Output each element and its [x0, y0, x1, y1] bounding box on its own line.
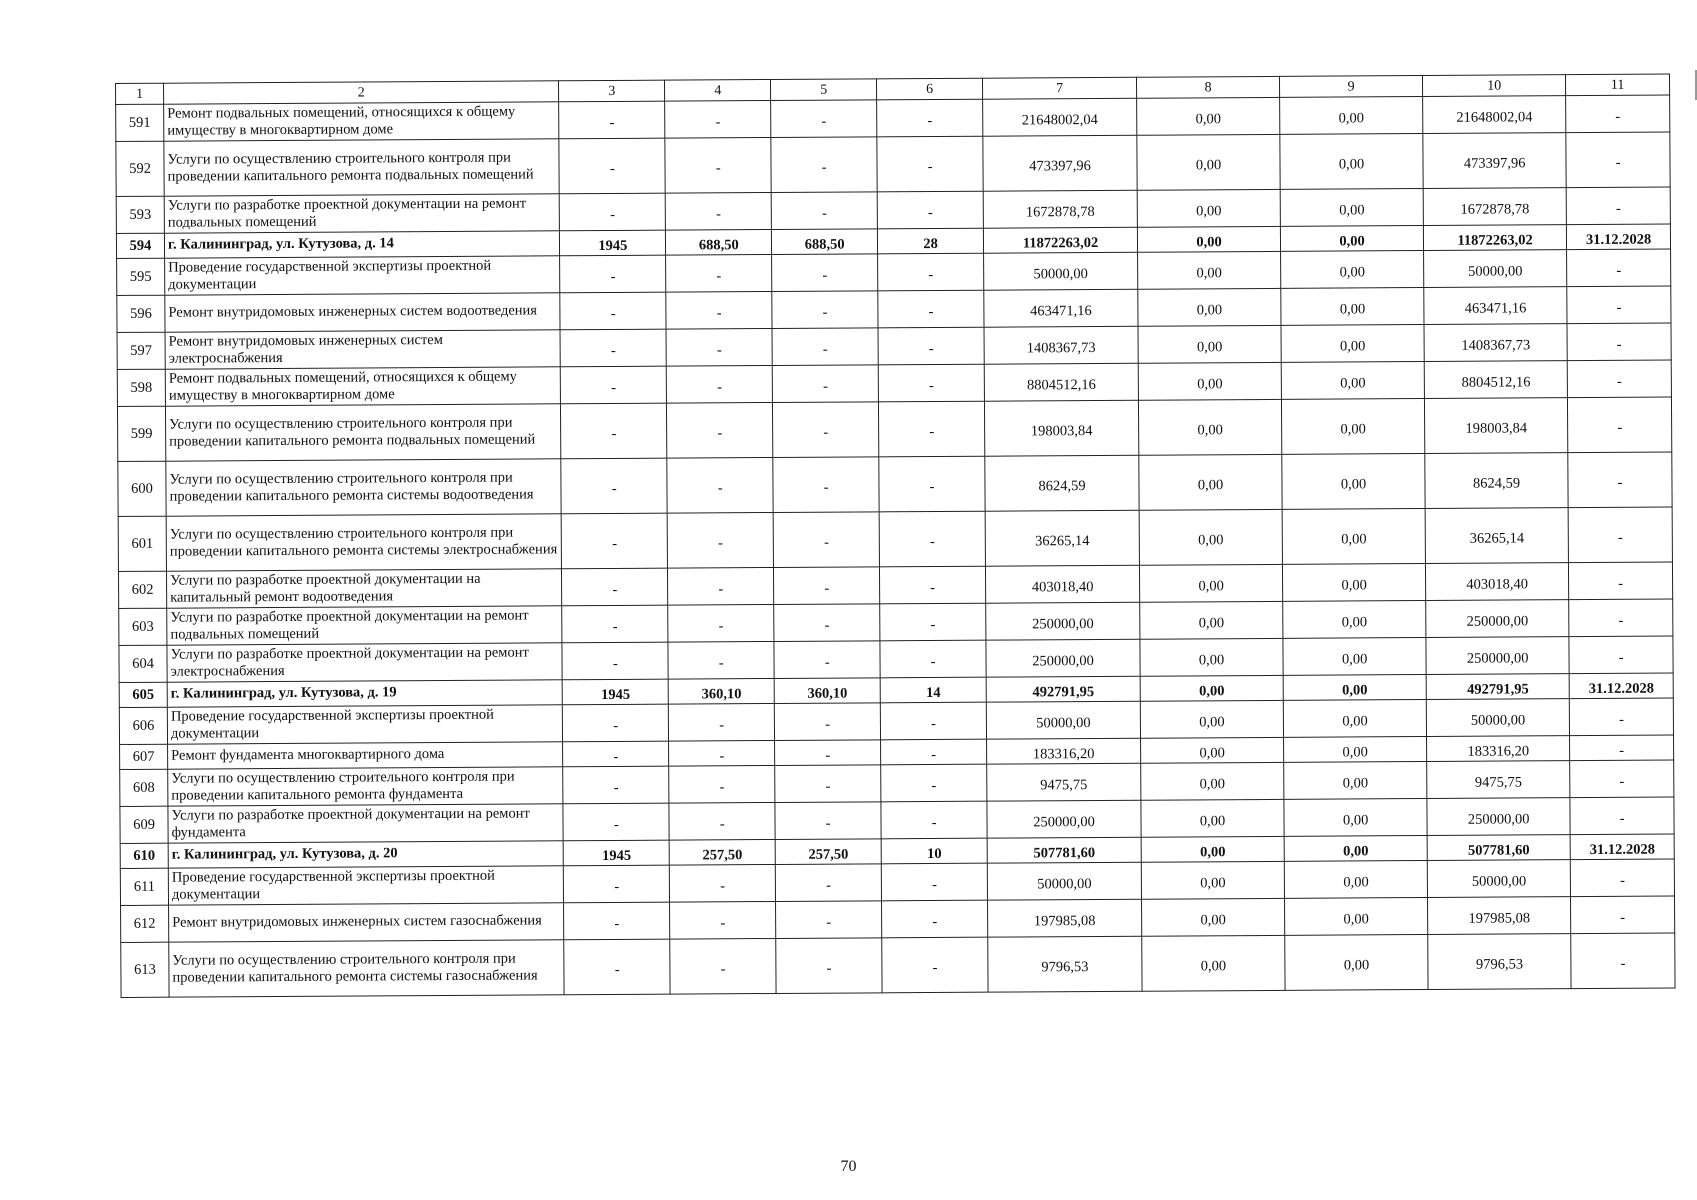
value-cell-col-8: 0,00 — [1138, 251, 1281, 289]
value-cell-col-9: 0,00 — [1283, 564, 1426, 602]
value-cell-col-6: - — [881, 801, 987, 839]
value-cell-col-8: 0,00 — [1141, 762, 1284, 800]
value-cell-col-3: - — [563, 766, 669, 804]
value-cell-col-7: 250000,00 — [986, 639, 1140, 677]
value-cell-col-5: - — [774, 641, 880, 679]
value-cell-col-10: 11872263,02 — [1424, 225, 1567, 251]
value-cell-col-8: 0,00 — [1137, 189, 1280, 227]
value-cell-col-9: 0,00 — [1281, 288, 1424, 326]
value-cell-col-11: - — [1568, 397, 1672, 453]
value-cell-col-4: - — [669, 703, 775, 741]
value-cell-col-10: 507781,60 — [1427, 835, 1570, 861]
value-cell-col-5: - — [774, 604, 880, 642]
value-cell-col-3: - — [559, 101, 665, 139]
value-cell-col-10: 197985,08 — [1428, 897, 1571, 935]
row-number-cell: 597 — [117, 332, 165, 369]
value-cell-col-11: 31.12.2028 — [1569, 673, 1673, 699]
value-cell-col-4: - — [665, 192, 771, 230]
value-cell-col-6: - — [880, 702, 986, 740]
value-cell-col-7: 250000,00 — [986, 602, 1140, 640]
work-description-cell: Ремонт подвальных помещений, относящихся к общему имуществу в многоквартирном доме — [164, 102, 560, 141]
row-number-cell: 594 — [116, 233, 164, 258]
work-description-cell: Ремонт подвальных помещений, относящихся к общему имуществу в многоквартирном доме — [165, 367, 561, 406]
work-description-cell: Проведение государственной экспертизы проектной документации — [167, 705, 563, 744]
value-cell-col-8: 0,00 — [1140, 601, 1283, 639]
value-cell-col-10: 9796,53 — [1428, 934, 1571, 990]
value-cell-col-8: 0,00 — [1137, 97, 1280, 135]
value-cell-col-8: 0,00 — [1142, 898, 1285, 936]
value-cell-col-7: 50000,00 — [987, 862, 1141, 900]
value-cell-col-8: 0,00 — [1141, 861, 1284, 899]
value-cell-col-4: - — [666, 291, 772, 329]
value-cell-col-3: 1945 — [563, 840, 669, 866]
value-cell-col-5: - — [775, 703, 881, 741]
value-cell-col-4: - — [670, 864, 776, 902]
column-header: 7 — [983, 77, 1137, 99]
column-header: 4 — [665, 79, 771, 101]
value-cell-col-7: 1672878,78 — [983, 190, 1137, 228]
row-number-cell: 592 — [116, 141, 164, 196]
table-body — [116, 74, 1676, 997]
work-description-cell: Проведение государственной экспертизы проектной документации — [168, 866, 564, 905]
value-cell-col-8: 0,00 — [1142, 935, 1285, 991]
value-cell-col-8: 0,00 — [1140, 638, 1283, 676]
value-cell-col-4: - — [665, 100, 771, 138]
value-cell-col-5: - — [772, 365, 878, 403]
value-cell-col-6: 10 — [881, 838, 987, 864]
value-cell-col-5: - — [775, 802, 881, 840]
value-cell-col-5: - — [775, 765, 881, 803]
value-cell-col-11: - — [1570, 859, 1674, 897]
value-cell-col-8: 0,00 — [1137, 134, 1280, 190]
value-cell-col-7: 21648002,04 — [983, 98, 1137, 136]
column-header: 11 — [1566, 74, 1670, 96]
value-cell-col-4: - — [669, 802, 775, 840]
value-cell-col-5: - — [772, 254, 878, 292]
value-cell-col-11: - — [1567, 323, 1671, 361]
value-cell-col-7: 9475,75 — [987, 763, 1141, 801]
value-cell-col-9: 0,00 — [1280, 134, 1423, 190]
value-cell-col-11: - — [1570, 760, 1674, 798]
value-cell-col-7: 183316,20 — [987, 738, 1141, 764]
value-cell-col-8: 0,00 — [1138, 362, 1281, 400]
value-cell-col-9: 0,00 — [1284, 835, 1427, 861]
value-cell-col-5: - — [774, 567, 880, 605]
value-cell-col-10: 403018,40 — [1426, 563, 1569, 601]
value-cell-col-7: 11872263,02 — [983, 227, 1137, 253]
value-cell-col-3: - — [564, 939, 670, 995]
value-cell-col-7: 473397,96 — [983, 135, 1137, 191]
value-cell-col-11: - — [1567, 360, 1671, 398]
value-cell-col-3: - — [563, 803, 669, 841]
value-cell-col-10: 21648002,04 — [1423, 96, 1566, 134]
value-cell-col-11: - — [1569, 698, 1673, 736]
value-cell-col-3: - — [563, 704, 669, 742]
register-table — [115, 74, 1676, 998]
work-description-cell: Услуги по осуществлению строительного контроля при проведении капитального ремонта системы газоснабжения — [169, 940, 565, 997]
value-cell-col-5: - — [773, 457, 879, 513]
value-cell-col-11: - — [1566, 95, 1670, 133]
value-cell-col-6: - — [879, 456, 985, 512]
value-cell-col-9: 0,00 — [1282, 509, 1425, 565]
value-cell-col-10: 50000,00 — [1424, 250, 1567, 288]
page-number: 70 — [840, 1158, 857, 1175]
value-cell-col-3: 1945 — [560, 230, 666, 256]
value-cell-col-11: - — [1570, 735, 1674, 761]
value-cell-col-4: - — [669, 765, 775, 803]
work-description-cell: Услуги по разработке проектной документации на ремонт подвальных помещений — [167, 606, 563, 645]
value-cell-col-8: 0,00 — [1138, 325, 1281, 363]
work-description-cell: г. Калининград, ул. Кутузова, д. 14 — [164, 231, 559, 258]
row-number-cell: 601 — [118, 516, 166, 571]
work-description-cell: г. Калининград, ул. Кутузова, д. 19 — [167, 680, 562, 707]
value-cell-col-7: 250000,00 — [987, 800, 1141, 838]
value-cell-col-10: 1408367,73 — [1424, 324, 1567, 362]
value-cell-col-10: 250000,00 — [1426, 600, 1569, 638]
value-cell-col-3: - — [560, 329, 666, 367]
column-header: 6 — [877, 78, 983, 100]
value-cell-col-5: - — [772, 291, 878, 329]
value-cell-col-8: 0,00 — [1139, 564, 1282, 602]
value-cell-col-9: 0,00 — [1280, 189, 1423, 227]
column-header: 3 — [559, 80, 665, 102]
value-cell-col-11: - — [1566, 132, 1670, 188]
row-number-cell: 613 — [121, 942, 169, 997]
row-number-cell: 598 — [117, 369, 165, 406]
value-cell-col-11: - — [1567, 286, 1671, 324]
value-cell-col-5: 360,10 — [774, 678, 880, 704]
row-number-cell: 607 — [120, 744, 168, 769]
value-cell-col-4: - — [668, 641, 774, 679]
value-cell-col-8: 0,00 — [1141, 836, 1284, 862]
value-cell-col-9: 0,00 — [1283, 638, 1426, 676]
table-row — [116, 132, 1670, 196]
table-row — [121, 933, 1675, 997]
row-number-cell: 600 — [118, 461, 166, 516]
column-header: 8 — [1136, 76, 1279, 98]
value-cell-col-8: 0,00 — [1141, 799, 1284, 837]
value-cell-col-10: 250000,00 — [1426, 637, 1569, 675]
value-cell-col-10: 50000,00 — [1427, 860, 1570, 898]
value-cell-col-6: - — [880, 603, 986, 641]
value-cell-col-4: - — [670, 901, 776, 939]
value-cell-col-7: 36265,14 — [985, 510, 1139, 566]
value-cell-col-7: 50000,00 — [986, 701, 1140, 739]
value-cell-col-6: 14 — [880, 677, 986, 703]
value-cell-col-6: - — [878, 364, 984, 402]
value-cell-col-8: 0,00 — [1140, 700, 1283, 738]
value-cell-col-9: 0,00 — [1281, 325, 1424, 363]
value-cell-col-3: - — [561, 366, 667, 404]
work-description-cell: Услуги по осуществлению строительного контроля при проведении капитального ремонта системы электроснабжения — [166, 514, 562, 571]
row-number-cell: 596 — [117, 295, 165, 332]
value-cell-col-5: - — [772, 328, 878, 366]
value-cell-col-7: 492791,95 — [986, 676, 1140, 702]
table-row — [118, 452, 1672, 516]
value-cell-col-7: 463471,16 — [984, 289, 1138, 327]
value-cell-col-5: 688,50 — [772, 229, 878, 255]
value-cell-col-6: - — [881, 863, 987, 901]
value-cell-col-8: 0,00 — [1137, 226, 1280, 252]
value-cell-col-6: - — [877, 191, 983, 229]
value-cell-col-10: 9475,75 — [1427, 761, 1570, 799]
value-cell-col-11: - — [1569, 562, 1673, 600]
value-cell-col-7: 197985,08 — [988, 899, 1142, 937]
row-number-cell: 606 — [119, 707, 167, 744]
work-description-cell: Ремонт внутридомовых инженерных систем газоснабжения — [169, 903, 565, 942]
value-cell-col-8: 0,00 — [1139, 454, 1282, 510]
value-cell-col-4: - — [667, 365, 773, 403]
value-cell-col-5: - — [773, 402, 879, 458]
value-cell-col-5: - — [776, 901, 882, 939]
value-cell-col-9: 0,00 — [1284, 860, 1427, 898]
value-cell-col-3: - — [564, 902, 670, 940]
value-cell-col-3: - — [562, 568, 668, 606]
value-cell-col-4: - — [669, 740, 775, 766]
value-cell-col-3: - — [559, 138, 665, 194]
row-number-cell: 595 — [117, 258, 165, 295]
value-cell-col-4: - — [667, 512, 773, 568]
value-cell-col-6: - — [882, 900, 988, 938]
work-description-cell: Проведение государственной экспертизы проектной документации — [165, 256, 561, 295]
work-description-cell: Услуги по осуществлению строительного контроля при проведении капитального ремонта подвальных помещений — [166, 404, 562, 461]
value-cell-col-8: 0,00 — [1141, 737, 1284, 763]
value-cell-col-11: - — [1569, 636, 1673, 674]
value-cell-col-9: 0,00 — [1282, 399, 1425, 455]
value-cell-col-3: - — [561, 403, 667, 459]
value-cell-col-4: - — [666, 254, 772, 292]
work-description-cell: Ремонт внутридомовых инженерных систем электроснабжения — [165, 330, 561, 369]
value-cell-col-10: 50000,00 — [1426, 699, 1569, 737]
document-sheet — [115, 74, 1676, 998]
row-number-cell: 599 — [117, 406, 165, 461]
value-cell-col-3: - — [560, 193, 666, 231]
value-cell-col-5: - — [771, 100, 877, 138]
value-cell-col-10: 1672878,78 — [1423, 188, 1566, 226]
value-cell-col-11: - — [1571, 896, 1675, 934]
value-cell-col-10: 8624,59 — [1425, 453, 1568, 509]
value-cell-col-5: - — [775, 864, 881, 902]
value-cell-col-10: 473397,96 — [1423, 133, 1566, 189]
value-cell-col-3: - — [561, 513, 667, 569]
value-cell-col-6: 28 — [878, 228, 984, 254]
value-cell-col-9: 0,00 — [1285, 897, 1428, 935]
row-number-cell: 611 — [120, 868, 168, 905]
value-cell-col-9: 0,00 — [1282, 454, 1425, 510]
row-number-cell: 602 — [118, 571, 166, 608]
value-cell-col-5: 257,50 — [775, 839, 881, 865]
value-cell-col-6: - — [877, 136, 983, 192]
work-description-cell: Услуги по разработке проектной документации на капитальный ремонт водоотведения — [167, 569, 563, 608]
value-cell-col-4: - — [665, 137, 771, 193]
value-cell-col-9: 0,00 — [1283, 601, 1426, 639]
value-cell-col-4: - — [668, 604, 774, 642]
table-row — [118, 507, 1672, 571]
value-cell-col-3: - — [562, 605, 668, 643]
work-description-cell: г. Калининград, ул. Кутузова, д. 20 — [168, 841, 563, 868]
row-number-cell: 608 — [120, 769, 168, 806]
value-cell-col-9: 0,00 — [1281, 362, 1424, 400]
value-cell-col-4: - — [667, 457, 773, 513]
column-header: 1 — [116, 83, 164, 104]
value-cell-col-4: 688,50 — [666, 229, 772, 255]
row-number-cell: 610 — [120, 843, 168, 868]
value-cell-col-3: - — [562, 642, 668, 680]
value-cell-col-11: - — [1567, 249, 1671, 287]
value-cell-col-10: 250000,00 — [1427, 798, 1570, 836]
value-cell-col-6: - — [877, 99, 983, 137]
value-cell-col-3: - — [560, 255, 666, 293]
row-number-cell: 605 — [119, 682, 167, 707]
value-cell-col-3: - — [561, 458, 667, 514]
value-cell-col-5: - — [775, 740, 881, 766]
value-cell-col-3: - — [560, 292, 666, 330]
value-cell-col-7: 403018,40 — [986, 565, 1140, 603]
value-cell-col-7: 1408367,73 — [984, 326, 1138, 364]
column-header: 5 — [771, 79, 877, 101]
value-cell-col-5: - — [773, 512, 879, 568]
value-cell-col-7: 8624,59 — [985, 455, 1139, 511]
value-cell-col-5: - — [771, 192, 877, 230]
work-description-cell: Ремонт фундамента многоквартирного дома — [168, 742, 563, 769]
value-cell-col-4: 360,10 — [668, 678, 774, 704]
value-cell-col-9: 0,00 — [1284, 761, 1427, 799]
value-cell-col-6: - — [879, 511, 985, 567]
value-cell-col-11: 31.12.2028 — [1570, 834, 1674, 860]
value-cell-col-8: 0,00 — [1138, 288, 1281, 326]
work-description-cell: Услуги по разработке проектной документации на ремонт электроснабжения — [167, 643, 563, 682]
row-number-cell: 612 — [121, 905, 169, 942]
value-cell-col-7: 8804512,16 — [984, 363, 1138, 401]
value-cell-col-8: 0,00 — [1139, 509, 1282, 565]
value-cell-col-8: 0,00 — [1140, 675, 1283, 701]
value-cell-col-7: 50000,00 — [984, 252, 1138, 290]
column-header: 2 — [164, 81, 559, 104]
value-cell-col-9: 0,00 — [1283, 700, 1426, 738]
value-cell-col-6: - — [880, 640, 986, 678]
value-cell-col-11: - — [1571, 933, 1675, 989]
value-cell-col-4: - — [666, 328, 772, 366]
value-cell-col-3: - — [563, 741, 669, 767]
value-cell-col-9: 0,00 — [1283, 675, 1426, 701]
value-cell-col-9: 0,00 — [1281, 251, 1424, 289]
value-cell-col-6: - — [878, 290, 984, 328]
value-cell-col-6: - — [881, 764, 987, 802]
value-cell-col-5: - — [776, 938, 882, 994]
work-description-cell: Услуги по осуществлению строительного контроля при проведении капитального ремонта системы водоотведения — [166, 459, 562, 516]
value-cell-col-9: 0,00 — [1285, 934, 1428, 990]
value-cell-col-9: 0,00 — [1280, 226, 1423, 252]
value-cell-col-3: - — [564, 865, 670, 903]
work-description-cell: Услуги по разработке проектной документации на ремонт фундамента — [168, 804, 564, 843]
value-cell-col-6: - — [881, 739, 987, 765]
value-cell-col-7: 198003,84 — [985, 400, 1139, 456]
work-description-cell: Услуги по осуществлению строительного контроля при проведении капитального ремонта подвальных помещений — [164, 139, 560, 196]
value-cell-col-4: - — [670, 938, 776, 994]
value-cell-col-5: - — [771, 137, 877, 193]
table-row — [117, 397, 1671, 461]
value-cell-col-11: 31.12.2028 — [1567, 224, 1671, 250]
value-cell-col-11: - — [1570, 797, 1674, 835]
row-number-cell: 604 — [119, 645, 167, 682]
value-cell-col-11: - — [1569, 599, 1673, 637]
value-cell-col-11: - — [1568, 507, 1672, 563]
row-number-cell: 591 — [116, 104, 164, 141]
work-description-cell: Ремонт внутридомовых инженерных систем водоотведения — [165, 293, 561, 332]
value-cell-col-8: 0,00 — [1138, 399, 1281, 455]
row-number-cell: 603 — [119, 608, 167, 645]
value-cell-col-6: - — [878, 253, 984, 291]
value-cell-col-10: 36265,14 — [1425, 508, 1568, 564]
value-cell-col-10: 8804512,16 — [1424, 361, 1567, 399]
value-cell-col-10: 492791,95 — [1426, 674, 1569, 700]
value-cell-col-6: - — [880, 566, 986, 604]
value-cell-col-4: - — [668, 567, 774, 605]
value-cell-col-4: 257,50 — [669, 839, 775, 865]
value-cell-col-10: 463471,16 — [1424, 287, 1567, 325]
value-cell-col-4: - — [667, 402, 773, 458]
work-description-cell: Услуги по осуществлению строительного контроля при проведении капитального ремонта фундамента — [168, 767, 564, 806]
column-header: 9 — [1280, 76, 1423, 98]
column-header: 10 — [1423, 75, 1566, 97]
value-cell-col-10: 183316,20 — [1427, 736, 1570, 762]
value-cell-col-7: 9796,53 — [988, 936, 1142, 992]
value-cell-col-11: - — [1566, 187, 1670, 225]
value-cell-col-6: - — [882, 937, 988, 993]
work-description-cell: Услуги по разработке проектной документации на ремонт подвальных помещений — [164, 194, 560, 233]
value-cell-col-9: 0,00 — [1284, 798, 1427, 836]
row-number-cell: 609 — [120, 806, 168, 843]
value-cell-col-9: 0,00 — [1280, 97, 1423, 135]
value-cell-col-6: - — [878, 327, 984, 365]
value-cell-col-11: - — [1568, 452, 1672, 508]
value-cell-col-10: 198003,84 — [1425, 398, 1568, 454]
value-cell-col-7: 507781,60 — [987, 837, 1141, 863]
value-cell-col-3: 1945 — [563, 679, 669, 705]
value-cell-col-9: 0,00 — [1284, 737, 1427, 763]
row-number-cell: 593 — [116, 196, 164, 233]
value-cell-col-6: - — [879, 401, 985, 457]
